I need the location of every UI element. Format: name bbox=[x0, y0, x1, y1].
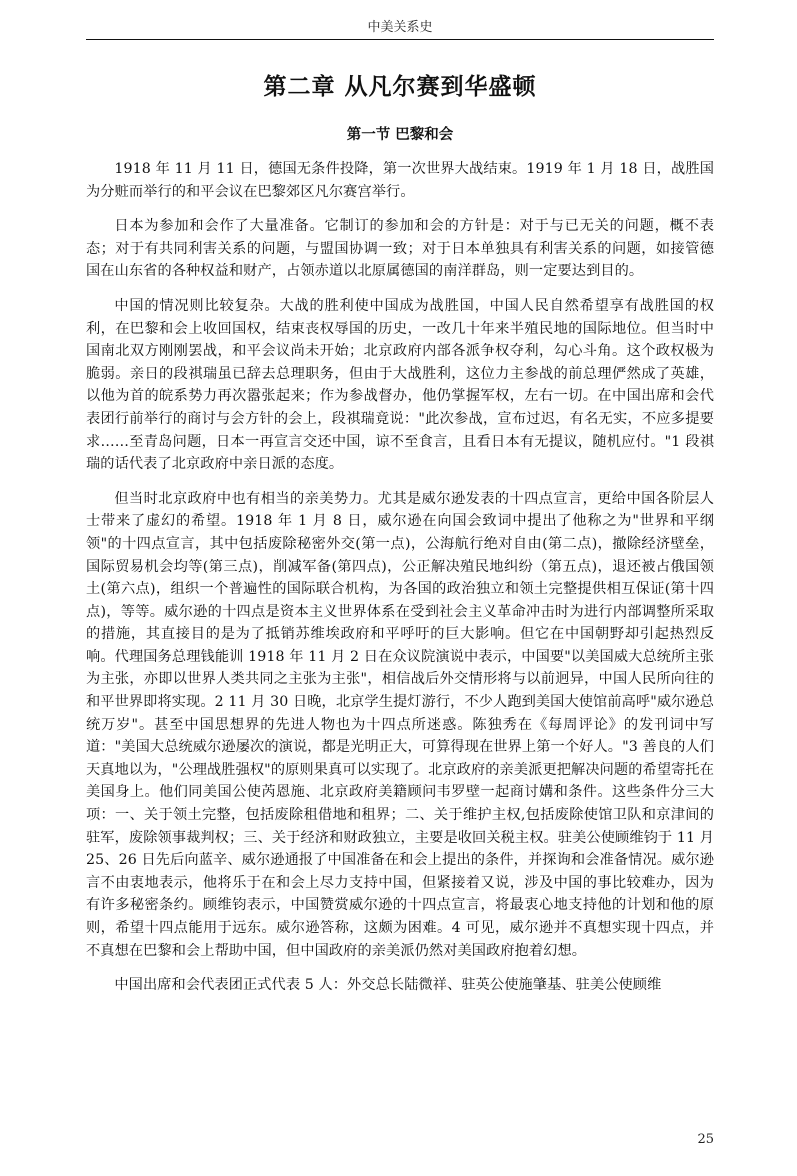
header-rule bbox=[86, 39, 714, 40]
body-text bbox=[86, 158, 714, 1009]
paragraph: 中国出席和会代表团正式代表 5 人：外交总长陆微祥、驻英公使施肇基、驻美公使顾维 bbox=[114, 977, 662, 994]
chapter-title: 第二章 从凡尔赛到华盛顿 bbox=[263, 73, 537, 100]
page-number: 25 bbox=[697, 1132, 714, 1147]
paragraph: 中国的情况则比较复杂。大战的胜利使中国成为战胜国，中国人民自然希望享有战胜国的权利，在巴黎和会上收回国权，结束丧权辱国的历史，一改几十年来半殖民地的国际地位。但当时中国南北双方刚刚罢战，和平会议尚未开始；北京政府内部各派争权夺利，勾心斗角。这个政权极为脆弱。亲日的段祺瑞虽已辞去总理职务，但由于大战胜利，这位力主参战的前总理俨然成了英雄，以他为首的皖系势力再次嚣张起来；作为参战督办，他仍掌握军权，左右一切。在中国出席和会代表团行前举行的商讨与会方针的会上，段祺瑞竟说："此次参战，宣布过迟，有名无实，不应多提要求……至青岛问题，日本一再宣言交还中国，谅不至食言，且看日本有无提议，随机应付。"1 段祺瑞的话代表了北京政府中亲日派的态度。 bbox=[86, 297, 714, 473]
paragraph: 但当时北京政府中也有相当的亲美势力。尤其是威尔逊发表的十四点宣言，更给中国各阶层人士带来了虚幻的希望。1918 年 1 月 8 日，威尔逊在向国会致词中提出了他称之为"世界和平纲领"的十四点宣言，其中包括废除秘密外交(第一点)，公海航行绝对自由(第二点)，撤除经济壁垒，国际贸易机会均等(第三点)，削减军备(第四点)，公正解决殖民地纠纷（第五点)，退还被占俄国领土(第六点)，组织一个普遍性的国际联合机构，为各国的政治独立和领土完整提供相互保证(第十四点)，等等。威尔逊的十四点是资本主义世界体系在受到社会主义革命冲击时为进行内部调整所采取的措施，其直接目的是为了抵销苏维埃政府和平呼吁的巨大影响。但它在中国朝野却引起热烈反响。代理国务总理钱能训 1918 年 11 月 2 日在众议院演说中表示，中国要"以美国威大总统所主张为主张，亦即以世界人类共同之主张为主张"，相信战后外交情形将与以前迥异，中国人民所向往的和平世界即将实现。2 11 月 30 日晚，北京学生提灯游行，不少人跑到美国大使馆前高呼"威尔逊总统万岁"。甚至中国思想界的先进人物也为十四点所迷惑。陈独秀在《每周评论》的发刊词中写道："美国大总统威尔逊屡次的演说，都是光明正大，可算得现在世界上第一个好人。"3 善良的人们天真地以为，"公理战胜强权"的原则果真可以实现了。北京政府的亲美派更把解决问题的希望寄托在美国身上。他们同美国公使芮恩施、北京政府美籍顾问韦罗壁一起商讨媾和条件。这些条件分三大项：一、关于领土完整，包括废除租借地和租界；二、关于维护主权,包括废除使馆卫队和京津间的驻军，废除领事裁判权；三、关于经济和财政独立，主要是收回关税主权。驻美公使顾维钧于 11 月 25、26 日先后向蓝辛、威尔逊通报了中国准备在和会上提出的条件，并探询和会准备情况。威尔逊言不由衷地表示，他将乐于在和会上尽力支持中国，但紧接着又说，涉及中国的事比较难办，因为有许多秘密条约。顾维钧表示，中国赞赏威尔逊的十四点宣言，将最衷心地支持他的计划和他的原则，希望十四点能用于远东。威尔逊答称，这颇为困难。4 可见，威尔逊并不真想实现十四点，并不真想在巴黎和会上帮助中国，但中国政府的亲美派仍然对美国政府抱着幻想。 bbox=[86, 490, 714, 959]
running-header: 中美关系史 bbox=[367, 20, 433, 35]
paragraph: 1918 年 11 月 11 日，德国无条件投降，第一次世界大战结束。1919 年 1 月 18 日，战胜国为分赃而举行的和平会议在巴黎郊区凡尔赛宫举行。 bbox=[86, 161, 714, 200]
section-title: 第一节 巴黎和会 bbox=[346, 126, 454, 143]
paragraph: 日本为参加和会作了大量准备。它制订的参加和会的方针是：对于与已无关的问题，概不表态；对于有共同利害关系的问题，与盟国协调一致；对于日本单独具有利害关系的问题，如接管德国在山东省的各种权益和财产，占领赤道以北原属德国的南洋群岛，则一定要达到目的。 bbox=[86, 218, 714, 280]
